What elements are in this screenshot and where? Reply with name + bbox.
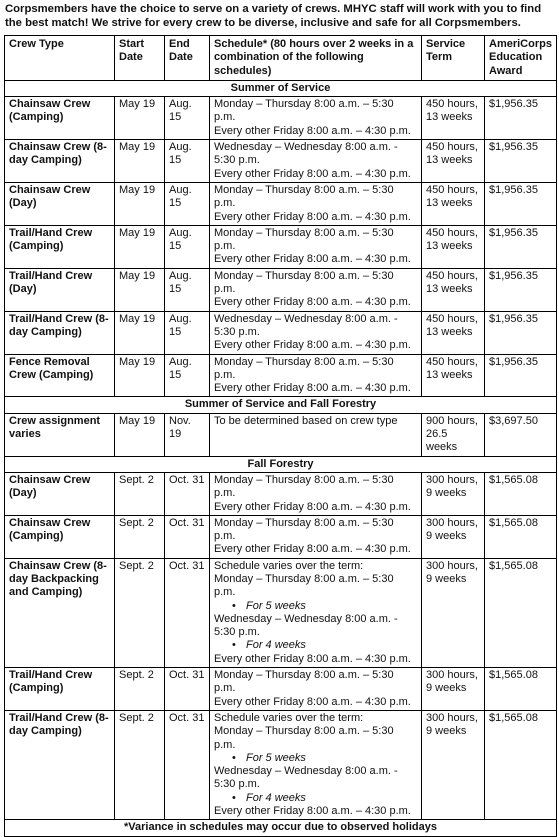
header-crew-type: Crew Type — [5, 36, 115, 81]
schedule-bullet — [214, 639, 417, 652]
award-cell: $1,565.08 — [485, 558, 557, 667]
crew-schedule-table — [4, 35, 557, 837]
service-term-cell: 450 hours, 13 weeks — [422, 354, 485, 397]
award-cell: $1,956.35 — [485, 354, 557, 397]
schedule-line: Monday – Thursday 8:00 a.m. – 5:30 p.m. — [214, 269, 394, 296]
service-term-cell: 450 hours, 13 weeks — [422, 97, 485, 140]
section-row — [5, 80, 557, 96]
start-date-cell: May 19 — [115, 413, 165, 456]
schedule-line: Monday – Thursday 8:00 a.m. – 5:30 p.m. — [214, 473, 394, 500]
schedule-cell — [210, 668, 422, 711]
header-end-date: End Date — [165, 36, 210, 81]
start-date-cell: Sept. 2 — [115, 668, 165, 711]
table-row — [5, 182, 557, 225]
table-row — [5, 472, 557, 515]
end-date-cell: Aug. 15 — [165, 354, 210, 397]
schedule-cell — [210, 413, 422, 456]
crew-type-cell: Crew assignment varies — [5, 413, 115, 456]
intro-text: Corpsmembers have the choice to serve on a variety of crews. MHYC staff will work with you to find the best match! We strive for every crew to be diverse, inclusive and safe for all Corpsmembers. — [5, 3, 542, 29]
start-date-cell: May 19 — [115, 354, 165, 397]
service-term-cell: 450 hours, 13 weeks — [422, 268, 485, 311]
schedule-bullet — [214, 600, 417, 613]
service-term-cell: 450 hours, 13 weeks — [422, 140, 485, 183]
crew-type-cell: Trail/Hand Crew (8-day Camping) — [5, 710, 115, 819]
section-title: Fall Forestry — [5, 456, 557, 472]
crew-type-cell: Chainsaw Crew (Camping) — [5, 515, 115, 558]
schedule-line: Monday – Thursday 8:00 a.m. – 5:30 p.m. — [214, 516, 394, 543]
crew-type-cell: Chainsaw Crew (Camping) — [5, 97, 115, 140]
award-cell: $1,956.35 — [485, 140, 557, 183]
award-cell: $1,956.35 — [485, 225, 557, 268]
schedule-cell — [210, 225, 422, 268]
end-date-cell: Oct. 31 — [165, 515, 210, 558]
end-date-cell: Aug. 15 — [165, 182, 210, 225]
schedule-bullet-text: For 5 weeks — [246, 599, 306, 612]
table-row — [5, 668, 557, 711]
schedule-line: Every other Friday 8:00 a.m. – 4:30 p.m. — [214, 339, 411, 352]
schedule-line: Wednesday – Wednesday 8:00 a.m. - 5:30 p.m. — [214, 612, 398, 639]
schedule-bullet-text: For 4 weeks — [246, 791, 306, 804]
end-date-cell: Oct. 31 — [165, 472, 210, 515]
start-date-cell: Sept. 2 — [115, 710, 165, 819]
bullet-icon: • — [232, 639, 236, 652]
schedule-line: Every other Friday 8:00 a.m. – 4:30 p.m. — [214, 805, 411, 818]
award-cell: $1,956.35 — [485, 311, 557, 354]
schedule-line: Every other Friday 8:00 a.m. – 4:30 p.m. — [214, 124, 411, 137]
header-award: AmeriCorps Education Award — [485, 36, 557, 81]
table-row — [5, 515, 557, 558]
service-term-cell: 450 hours, 13 weeks — [422, 182, 485, 225]
schedule-cell — [210, 472, 422, 515]
schedule-bullet-text: For 4 weeks — [246, 639, 306, 652]
bullet-icon: • — [232, 751, 236, 764]
schedule-bullet-text: For 5 weeks — [246, 751, 306, 764]
table-row — [5, 225, 557, 268]
table-row — [5, 140, 557, 183]
schedule-line: Every other Friday 8:00 a.m. – 4:30 p.m. — [214, 296, 411, 309]
schedule-line: Monday – Thursday 8:00 a.m. – 5:30 p.m. — [214, 355, 394, 381]
service-term-cell: 450 hours, 13 weeks — [422, 225, 485, 268]
service-term-cell: 300 hours, 9 weeks — [422, 710, 485, 819]
bullet-icon: • — [232, 791, 236, 804]
crew-type-cell: Trail/Hand Crew (Camping) — [5, 668, 115, 711]
award-cell: $1,565.08 — [485, 472, 557, 515]
crew-type-cell: Trail/Hand Crew (8-day Camping) — [5, 311, 115, 354]
schedule-cell — [210, 710, 422, 819]
service-term-cell: 300 hours, 9 weeks — [422, 515, 485, 558]
award-cell: $1,956.35 — [485, 268, 557, 311]
footer-row — [5, 820, 557, 836]
start-date-cell: Sept. 2 — [115, 472, 165, 515]
start-date-cell: May 19 — [115, 182, 165, 225]
crew-type-cell: Chainsaw Crew (Day) — [5, 182, 115, 225]
schedule-bullet — [214, 792, 417, 805]
start-date-cell: May 19 — [115, 268, 165, 311]
start-date-cell: May 19 — [115, 97, 165, 140]
schedule-cell — [210, 354, 422, 397]
service-term-cell: 300 hours, 9 weeks — [422, 558, 485, 667]
schedule-line: Every other Friday 8:00 a.m. – 4:30 p.m. — [214, 210, 411, 223]
schedule-cell — [210, 140, 422, 183]
table-row — [5, 710, 557, 819]
schedule-line: Every other Friday 8:00 a.m. – 4:30 p.m. — [214, 167, 411, 180]
schedule-cell — [210, 268, 422, 311]
award-cell: $1,956.35 — [485, 97, 557, 140]
bullet-icon: • — [232, 599, 236, 612]
crew-type-cell: Chainsaw Crew (8-day Backpacking and Camping) — [5, 558, 115, 667]
schedule-cell — [210, 515, 422, 558]
schedule-line: Schedule varies over the term: — [214, 711, 364, 724]
award-cell: $1,565.08 — [485, 515, 557, 558]
schedule-cell — [210, 182, 422, 225]
schedule-line: Every other Friday 8:00 a.m. – 4:30 p.m. — [214, 652, 411, 665]
end-date-cell: Aug. 15 — [165, 311, 210, 354]
schedule-line: Monday – Thursday 8:00 a.m. – 5:30 p.m. — [214, 725, 394, 751]
table-row — [5, 311, 557, 354]
schedule-line: Wednesday – Wednesday 8:00 a.m. - 5:30 p.m. — [214, 141, 398, 167]
schedule-cell — [210, 97, 422, 140]
crew-type-cell: Fence Removal Crew (Camping) — [5, 354, 115, 397]
schedule-cell — [210, 311, 422, 354]
section-title: Summer of Service and Fall Forestry — [5, 397, 557, 413]
start-date-cell: May 19 — [115, 225, 165, 268]
service-term-cell: 300 hours, 9 weeks — [422, 472, 485, 515]
end-date-cell: Aug. 15 — [165, 225, 210, 268]
header-row — [5, 36, 557, 81]
section-row — [5, 397, 557, 413]
service-term-cell: 900 hours, 26.5 weeks — [422, 413, 485, 456]
table-row — [5, 413, 557, 456]
schedule-line: Monday – Thursday 8:00 a.m. – 5:30 p.m. — [214, 98, 394, 124]
schedule-line: Every other Friday 8:00 a.m. – 4:30 p.m. — [214, 695, 411, 708]
end-date-cell: Aug. 15 — [165, 97, 210, 140]
crew-type-cell: Trail/Hand Crew (Day) — [5, 268, 115, 311]
start-date-cell: May 19 — [115, 311, 165, 354]
header-service-term: Service Term — [422, 36, 485, 81]
start-date-cell: May 19 — [115, 140, 165, 183]
section-title: Summer of Service — [5, 80, 557, 96]
end-date-cell: Oct. 31 — [165, 710, 210, 819]
header-start-date: Start Date — [115, 36, 165, 81]
end-date-cell: Aug. 15 — [165, 140, 210, 183]
end-date-cell: Aug. 15 — [165, 268, 210, 311]
award-cell: $1,956.35 — [485, 182, 557, 225]
table-row — [5, 354, 557, 397]
schedule-line: Wednesday – Wednesday 8:00 a.m. - 5:30 p.m. — [214, 765, 398, 791]
schedule-line: Monday – Thursday 8:00 a.m. – 5:30 p.m. — [214, 226, 394, 253]
schedule-line: Every other Friday 8:00 a.m. – 4:30 p.m. — [214, 543, 411, 556]
crew-type-cell: Chainsaw Crew (Day) — [5, 472, 115, 515]
schedule-line: To be determined based on crew type — [214, 414, 398, 427]
end-date-cell: Nov. 19 — [165, 413, 210, 456]
schedule-line: Schedule varies over the term: — [214, 559, 364, 572]
award-cell: $1,565.08 — [485, 710, 557, 819]
end-date-cell: Oct. 31 — [165, 558, 210, 667]
schedule-cell — [210, 558, 422, 667]
table-row — [5, 268, 557, 311]
schedule-line: Every other Friday 8:00 a.m. – 4:30 p.m. — [214, 500, 411, 513]
start-date-cell: Sept. 2 — [115, 515, 165, 558]
crew-type-cell: Trail/Hand Crew (Camping) — [5, 225, 115, 268]
schedule-line: Monday – Thursday 8:00 a.m. – 5:30 p.m. — [214, 669, 394, 695]
schedule-line: Wednesday – Wednesday 8:00 a.m. - 5:30 p.m. — [214, 312, 398, 338]
award-cell: $1,565.08 — [485, 668, 557, 711]
table-row — [5, 558, 557, 667]
schedule-bullet — [214, 752, 417, 765]
table-row — [5, 97, 557, 140]
award-cell: $3,697.50 — [485, 413, 557, 456]
schedule-line: Every other Friday 8:00 a.m. – 4:30 p.m. — [214, 382, 411, 395]
service-term-cell: 450 hours, 13 weeks — [422, 311, 485, 354]
section-row — [5, 456, 557, 472]
footer-note: *Variance in schedules may occur due to observed holidays — [5, 820, 557, 836]
service-term-cell: 300 hours, 9 weeks — [422, 668, 485, 711]
header-schedule: Schedule* (80 hours over 2 weeks in a combination of the following schedules) — [210, 36, 422, 81]
schedule-line: Monday – Thursday 8:00 a.m. – 5:30 p.m. — [214, 572, 394, 599]
start-date-cell: Sept. 2 — [115, 558, 165, 667]
schedule-line: Monday – Thursday 8:00 a.m. – 5:30 p.m. — [214, 183, 394, 210]
crew-type-cell: Chainsaw Crew (8-day Camping) — [5, 140, 115, 183]
end-date-cell: Oct. 31 — [165, 668, 210, 711]
schedule-line: Every other Friday 8:00 a.m. – 4:30 p.m. — [214, 253, 411, 266]
table-body — [5, 80, 557, 819]
